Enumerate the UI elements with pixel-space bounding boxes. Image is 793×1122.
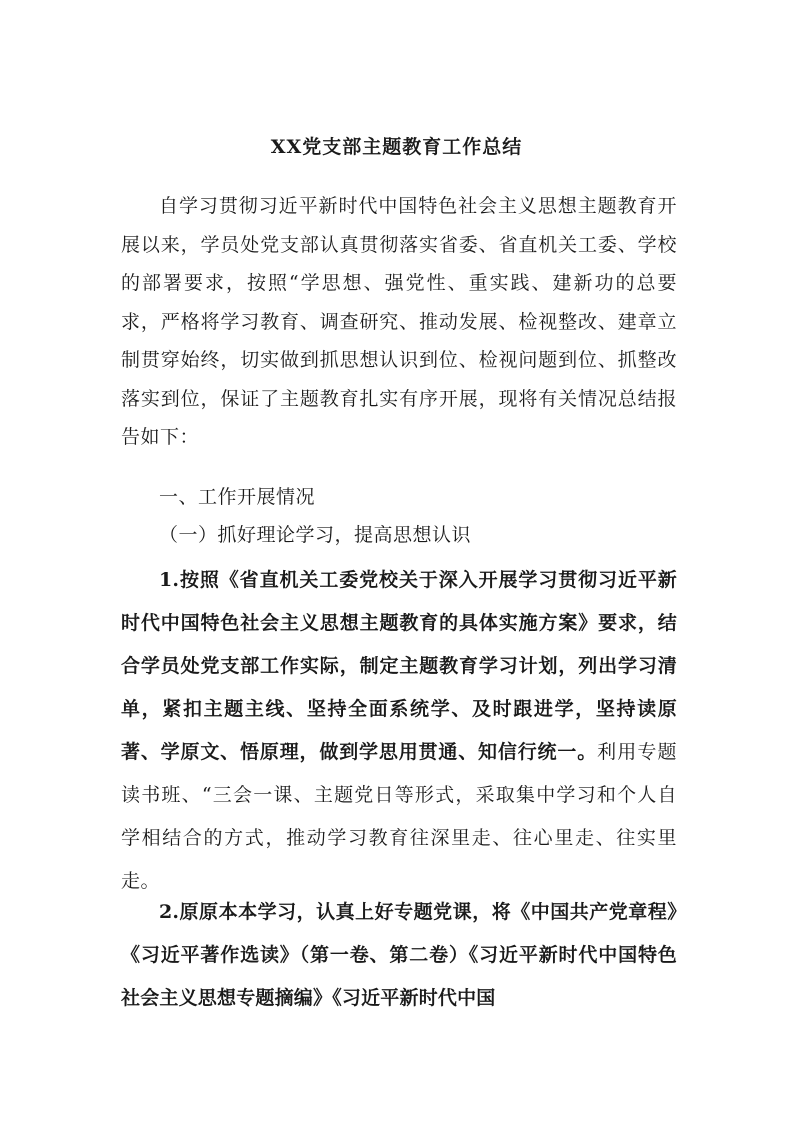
intro-paragraph: 自学习贯彻习近平新时代中国特色社会主义思想主题教育开展以来，学员处党支部认真贯彻落实省委、省直机关工委、学校的部署要求，按照“学思想、强党性、重实践、建新功的总要求，严格将学习教育、调查研究、推动发展、检视整改、建章立制贯穿始终，切实做到抓思想认识到位、检视问题到位、抓整改落实到位，保证了主题教育扎实有序开展，现将有关情况总结报告如下： [121,195,677,448]
subsection-heading: （一）抓好理论学习，提高思想认识 [159,524,472,546]
item-1-bold-text: 1.按照《省直机关工委党校关于深入开展学习贯彻习近平新时代中国特色社会主义思想主题教育的具体实施方案》要求，结合学员处党支部工作实际，制定主题教育学习计划，列出学习清单，紧扣主题主线、坚持全面系统学、及时跟进学，坚持读原著、学原文、悟原理，做到学思用贯通、知信行统一。 [121,569,677,763]
item-2-paragraph [121,891,677,1020]
item-1-paragraph [121,559,677,903]
document-title: XX党支部主题教育工作总结 [270,136,523,158]
section-heading: 一、工作开展情况 [159,486,316,508]
item-2-bold-text: 2.原原本本学习，认真上好专题党课，将《中国共产党章程》《习近平著作选读》（第一卷、第二卷）《习近平新时代中国特色社会主义思想专题摘编》《习近平新时代中国 [121,901,677,1009]
item-1-normal-text: 利用专题读书班、“三会一课、主题党日等形式，采取集中学习和个人自学相结合的方式，推动学习教育往深里走、往心里走、往实里走。 [121,741,677,892]
